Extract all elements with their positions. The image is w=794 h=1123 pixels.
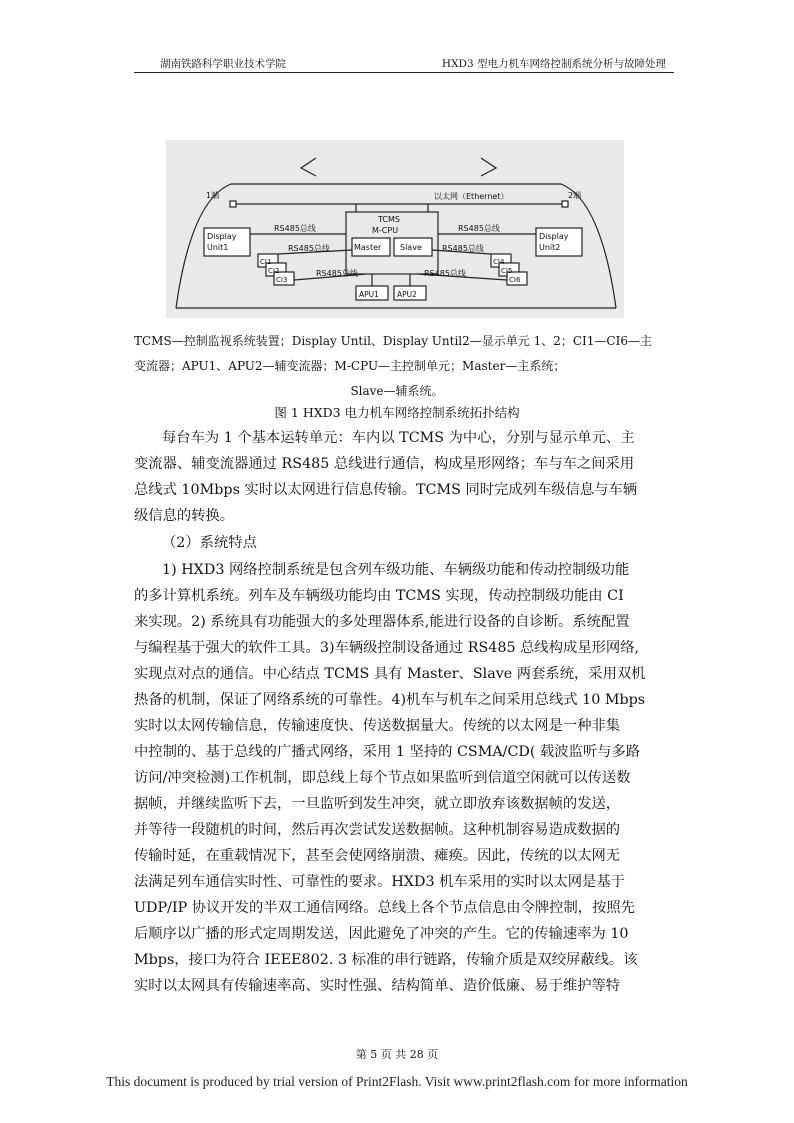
display2-line1: Display: [539, 232, 569, 241]
topology-diagram: [166, 140, 624, 318]
rs485-right-low-label: RS485总线: [424, 269, 466, 278]
end2-label: 2端: [568, 191, 582, 200]
rs485-left-top-label: RS485总线: [274, 224, 316, 233]
display1-line2: Unit1: [207, 243, 229, 252]
body-line: 传输时延，在重载情况下，甚至会使网络崩溃、瘫痪。因此，传统的以太网无: [134, 848, 621, 864]
body-line: 级信息的转换。: [134, 508, 235, 524]
apu2-label: APU2: [397, 290, 417, 299]
body-line: 并等待一段随机的时间，然后再次尝试发送数据帧。这种机制容易造成数据的: [134, 822, 621, 838]
caption-line-1: TCMS—控制监视系统装置；Display Until、Display Until2—显示单元 1、2；CI1—CI6—主: [134, 334, 652, 348]
figure-title: 图 1 HXD3 电力机车网络控制系统拓扑结构: [274, 405, 520, 420]
body-line: 访问/冲突检测)工作机制，即总线上每个节点如果监听到信道空闲就可以传送数: [134, 770, 631, 786]
slave-label: Slave: [400, 243, 422, 252]
end1-label: 1端: [206, 191, 220, 200]
body-line: 法满足列车通信实时性、可靠性的要求。HXD3 机车采用的实时以太网是基于: [134, 874, 625, 890]
pantograph-right: [481, 158, 496, 176]
rs485-left-mid-label: RS485总线: [288, 244, 330, 253]
ethernet-label: 以太网（Ethernet）: [434, 192, 509, 201]
display2-line2: Unit2: [539, 243, 561, 252]
ci5-label: CI5: [501, 267, 513, 275]
body-line: 实时以太网传输信息，传输速度快、传送数据量大。传统的以太网是一种非集: [134, 718, 621, 734]
body-line: 据帧，并继续监听下去，一旦监听到发生冲突，就立即放弃该数据帧的发送，: [134, 796, 621, 812]
body-line: UDP/IP 协议开发的半双工通信网络。总线上各个节点信息由令牌控制，按照先: [134, 900, 635, 916]
ci3-label: CI3: [276, 276, 288, 284]
header-right: HXD3 型电力机车网络控制系统分析与故障处理: [441, 58, 666, 70]
body-line: Mbps，接口为符合 IEEE802. 3 标准的串行链路，传输介质是双绞屏蔽线。该: [134, 952, 638, 968]
ci6-label: CI6: [509, 276, 521, 284]
body-line: 1) HXD3 网络控制系统是包含列车级功能、车辆级功能和传动控制级功能: [162, 562, 630, 578]
trial-notice: This document is produced by trial version of Print2Flash. Visit www.print2flash.com for more information: [106, 1074, 688, 1089]
body-line: 的多计算机系统。列车及车辆级功能均由 TCMS 实现，传动控制级功能由 CI: [134, 588, 624, 604]
ci4-label: CI4: [493, 258, 505, 266]
body-line: 变流器、辅变流器通过 RS485 总线进行通信，构成星形网络；车与车之间采用: [134, 456, 635, 472]
body-line: 与编程基于强大的软件工具。3)车辆级控制设备通过 RS485 总线构成星形网络,: [134, 640, 640, 656]
body-line: 后顺序以广播的形式定周期发送，因此避免了冲突的产生。它的传输速率为 10: [134, 926, 629, 942]
page-number: 第 5 页 共 28 页: [355, 1048, 439, 1061]
rs485-right-top-label: RS485总线: [458, 224, 500, 233]
body-line: 中控制的、基于总线的广播式网络，采用 1 坚持的 CSMA/CD( 载波监听与多路: [134, 744, 641, 760]
caption-line-2: 变流器；APU1、APU2—辅变流器；M-CPU—主控制单元；Master—主系统；: [134, 359, 566, 373]
mcpu-label: M-CPU: [372, 226, 399, 235]
caption-line-3: Slave—辅系统。: [350, 384, 444, 398]
body-line: 每台车为 1 个基本运转单元：车内以 TCMS 为中心，分别与显示单元、主: [162, 430, 635, 446]
display1-line1: Display: [207, 232, 237, 241]
rs485-left-low-label: RS485总线: [316, 269, 358, 278]
body-line: 总线式 10Mbps 实时以太网进行信息传输。TCMS 同时完成列车级信息与车辆: [134, 482, 638, 498]
tcms-label: TCMS: [378, 215, 400, 224]
ci2-label: CI2: [268, 267, 280, 275]
header-left: 湖南铁路科学职业技术学院: [160, 58, 286, 70]
body-line: 热备的机制，保证了网络系统的可靠性。4)机车与机车之间采用总线式 10 Mbps: [134, 692, 646, 708]
apu1-label: APU1: [359, 290, 379, 299]
body-line: 来实现。2) 系统具有功能强大的多处理器体系,能进行设备的自诊断。系统配置: [134, 614, 630, 630]
topology-figure: [166, 140, 624, 318]
pantograph-left: [301, 158, 316, 176]
section-heading: （2）系统特点: [162, 535, 257, 551]
body-line: 实现点对点的通信。中心结点 TCMS 具有 Master、Slave 两套系统，采用双机: [134, 666, 646, 682]
body-line: 实时以太网具有传输速率高、实时性强、结构简单、造价低廉、易于维护等特: [134, 978, 621, 994]
header-rule: [134, 72, 674, 73]
ci1-label: CI1: [260, 258, 272, 266]
master-label: Master: [354, 243, 382, 252]
rs485-right-mid-label: RS485总线: [442, 244, 484, 253]
